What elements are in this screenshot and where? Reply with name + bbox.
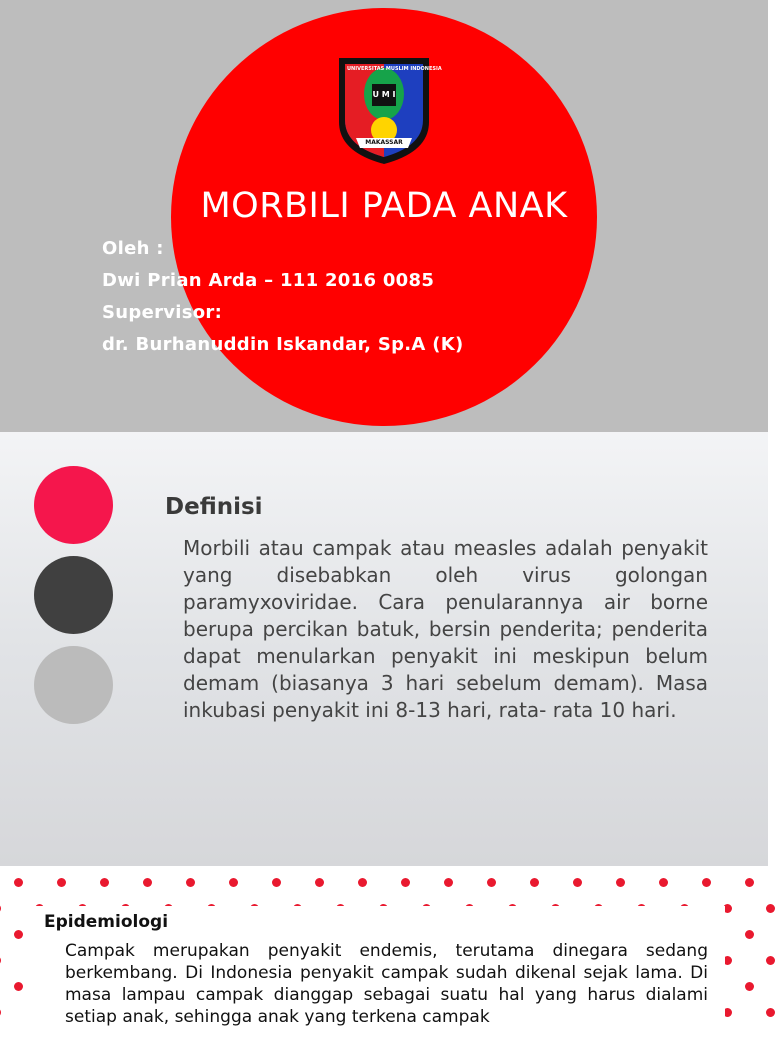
logo-city-text: MAKASSAR	[365, 139, 403, 146]
pattern-dot	[766, 956, 775, 965]
pattern-dot	[659, 878, 668, 887]
author-block	[102, 236, 464, 364]
supervisor-label: Supervisor:	[102, 302, 223, 323]
epidemiology-slide	[0, 866, 768, 1027]
pattern-dot	[358, 878, 367, 887]
epidemiology-heading: Epidemiologi	[44, 912, 169, 932]
pattern-dot	[0, 1008, 1, 1017]
pattern-dot	[0, 956, 1, 965]
pattern-dot	[100, 878, 109, 887]
epidemiology-text: Campak merupakan penyakit endemis, terutama dinegara sedang berkembang. Di Indonesia penyakit campak sudah dikenal sejak lama. Di masa lampau campak dianggap sebagai suatu hal yang harus dialami setiap anak, sehingga anak yang terkena campak	[65, 941, 708, 1027]
pattern-dot	[573, 878, 582, 887]
pattern-dot	[401, 878, 410, 887]
pattern-dot	[745, 930, 754, 939]
pattern-dot	[57, 878, 66, 887]
title-slide	[0, 0, 768, 432]
pattern-dot	[745, 982, 754, 991]
pattern-dot	[616, 878, 625, 887]
pattern-dot	[229, 878, 238, 887]
pattern-dot	[14, 930, 23, 939]
pattern-dot	[0, 904, 1, 913]
pattern-dot	[702, 878, 711, 887]
pattern-dot	[745, 878, 754, 887]
university-logo	[336, 56, 442, 166]
pattern-dot	[487, 878, 496, 887]
pattern-dot	[444, 878, 453, 887]
pattern-dot	[14, 878, 23, 887]
pattern-dot	[766, 1008, 775, 1017]
pattern-dot	[272, 878, 281, 887]
logo-arc-text: UNIVERSITAS MUSLIM INDONESIA	[347, 66, 442, 72]
logo-center-text: U M I	[372, 90, 396, 99]
definition-slide	[0, 432, 768, 866]
slide-title: MORBILI PADA ANAK	[200, 186, 568, 226]
university-crest-icon	[336, 56, 442, 166]
pattern-dot	[143, 878, 152, 887]
definition-heading: Definisi	[165, 494, 263, 520]
pattern-dot	[530, 878, 539, 887]
supervisor-name: dr. Burhanuddin Iskandar, Sp.A (K)	[102, 334, 464, 355]
pattern-dot	[315, 878, 324, 887]
decor-dot-dark	[34, 556, 113, 634]
pattern-dot	[766, 904, 775, 913]
author-name: Dwi Prian Arda – 111 2016 0085	[102, 270, 435, 291]
decor-dot-light	[34, 646, 113, 724]
definition-text: Morbili atau campak atau measles adalah penyakit yang disebabkan oleh virus golongan paramyxoviridae. Cara penularannya air borne berupa percikan batuk, bersin penderita; penderita dapat menularkan penyakit ini meskipun belum demam (biasanya 3 hari sebelum demam). Masa inkubasi penyakit ini 8-13 hari, rata- rata 10 hari.	[183, 536, 708, 722]
byline-label: Oleh :	[102, 238, 164, 259]
pattern-dot	[186, 878, 195, 887]
pattern-dot	[14, 982, 23, 991]
decor-dot-red	[34, 466, 113, 544]
